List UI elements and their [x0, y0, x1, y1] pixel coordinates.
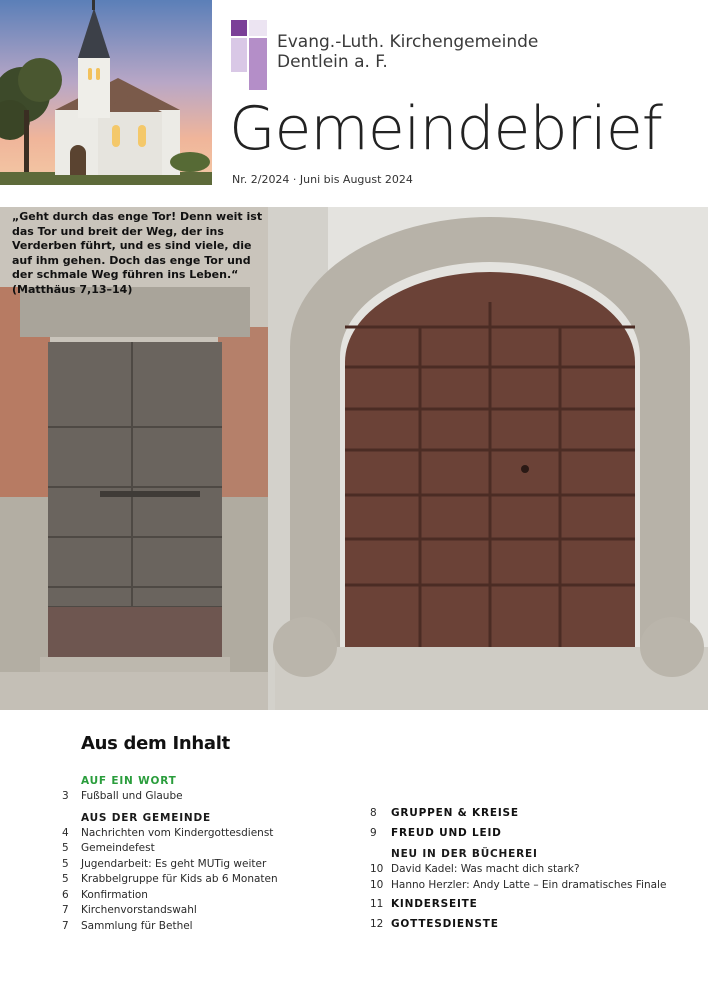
toc-page-number: 12 — [370, 917, 384, 930]
toc-entry[interactable] — [62, 841, 362, 857]
toc-page-number: 6 — [62, 888, 69, 901]
toc-page-number: 7 — [62, 904, 69, 916]
toc-entry-text: Gemeindefest — [81, 842, 155, 854]
parish-line2: Dentlein a. F. — [277, 52, 388, 72]
toc-page-number: 5 — [62, 873, 69, 885]
toc-entry-text: David Kadel: Was macht dich stark? — [391, 863, 580, 875]
page-title: Gemeindebrief — [229, 94, 662, 164]
toc-page-number: 5 — [62, 857, 69, 870]
toc-entry[interactable] — [62, 872, 362, 888]
toc-page-number: 10 — [370, 863, 384, 875]
toc-entry[interactable] — [62, 919, 362, 935]
toc-entry[interactable] — [370, 878, 700, 894]
toc-entry-text: Sammlung für Bethel — [81, 919, 193, 932]
toc-entry-text: Krabbelgruppe für Kids ab 6 Monaten — [81, 873, 278, 885]
toc-heading: Aus dem Inhalt — [81, 733, 230, 754]
toc-entry-kinderseite[interactable] — [370, 897, 700, 913]
toc-entry-text: Konfirmation — [81, 888, 148, 901]
toc-entry-text: Fußball und Glaube — [81, 790, 183, 802]
toc-entry[interactable] — [62, 826, 362, 842]
toc-page-number: 3 — [62, 790, 69, 802]
toc-entry[interactable] — [62, 857, 362, 873]
toc-entry-text: Kirchenvorstandswahl — [81, 904, 197, 916]
toc-entry[interactable] — [62, 903, 362, 919]
bible-quote: „Geht durch das enge Tor! Denn weit ist das Tor und breit der Weg, der ins Verderben führt, und es sind viele, die auf ihm gehen. Doch das enge Tor und der schmale Weg führen ins Leben.“ (Matthäus 7,13–14) — [12, 210, 263, 296]
toc-entry-text: GOTTESDIENSTE — [391, 917, 499, 930]
toc-left-column — [62, 772, 362, 934]
toc-page-number: 9 — [370, 826, 377, 839]
logo-square-4 — [249, 38, 267, 90]
toc-entry-text: FREUD UND LEID — [391, 826, 502, 839]
toc-entry-text: GRUPPEN & KREISE — [391, 807, 519, 819]
toc-entry-freud[interactable] — [370, 826, 700, 842]
toc-page-number: 10 — [370, 878, 384, 891]
parish-name — [277, 32, 538, 72]
toc-entry-text: KINDERSEITE — [391, 898, 478, 910]
toc-entry[interactable] — [62, 789, 362, 805]
toc-right-column — [370, 806, 700, 932]
toc-entry-text: Nachrichten vom Kindergottesdienst — [81, 826, 274, 839]
toc-entry-text: Jugendarbeit: Es geht MUTig weiter — [81, 857, 267, 870]
toc-section-buecherei: NEU IN DER BÜCHEREI — [391, 848, 538, 860]
logo-square-1 — [231, 20, 247, 36]
toc-section-auf-ein-wort: AUF EIN WORT — [81, 775, 177, 787]
toc-section-aus-der-gemeinde: AUS DER GEMEINDE — [81, 811, 211, 824]
logo-square-2 — [249, 20, 267, 36]
toc-page-number: 8 — [370, 807, 377, 819]
church-photo — [0, 0, 212, 185]
logo-square-3 — [231, 38, 247, 72]
toc-page-number: 7 — [62, 919, 69, 932]
toc-entry[interactable] — [370, 862, 700, 878]
toc-page-number: 11 — [370, 898, 384, 910]
toc-entry[interactable] — [62, 888, 362, 904]
toc-page-number: 4 — [62, 826, 69, 839]
toc-entry-text: Hanno Herzler: Andy Latte – Ein dramatisches Finale — [391, 878, 667, 891]
parish-logo — [231, 20, 267, 90]
parish-line1: Evang.-Luth. Kirchengemeinde — [277, 32, 539, 52]
toc-entry-gruppen[interactable] — [370, 806, 700, 822]
toc-page-number: 5 — [62, 842, 69, 854]
toc-entry-gottesdienste[interactable] — [370, 917, 700, 933]
issue-info: Nr. 2/2024 · Juni bis August 2024 — [232, 173, 413, 186]
